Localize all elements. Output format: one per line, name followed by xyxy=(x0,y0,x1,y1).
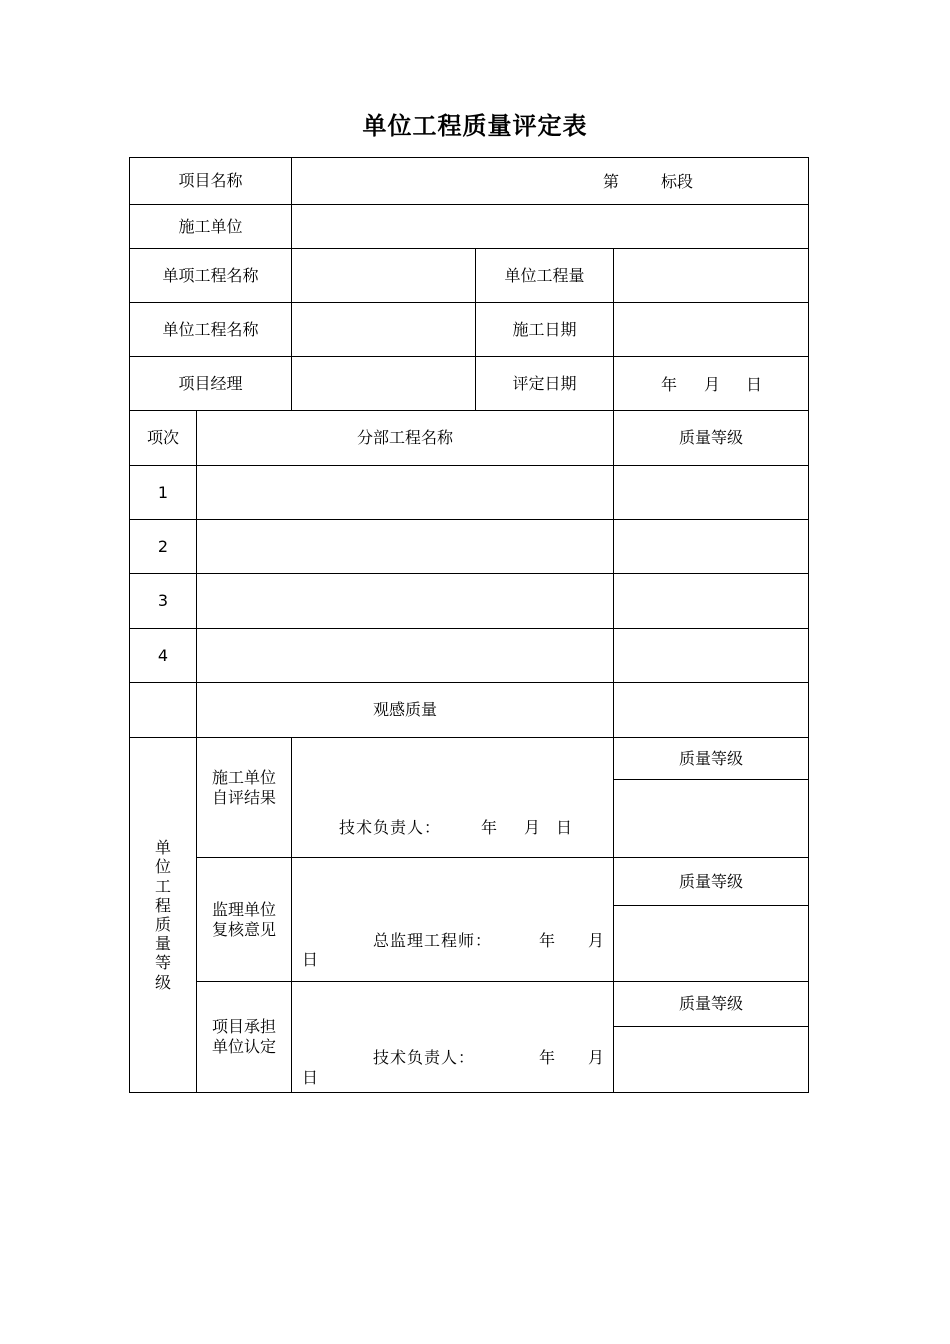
table-row-number xyxy=(129,573,197,629)
manager-label: 项目经理 xyxy=(178,373,243,393)
project-unit-grade-header xyxy=(613,981,809,1027)
supervisor-year: 年 xyxy=(539,931,556,950)
project-name-label-cell xyxy=(129,157,292,205)
unit-quantity-label-cell xyxy=(475,248,614,303)
appearance-grade-cell[interactable] xyxy=(613,682,809,738)
eval-date-month: 月 xyxy=(704,375,721,394)
self-eval-grade-value[interactable] xyxy=(613,779,809,858)
manager-value-cell[interactable] xyxy=(291,356,476,411)
project-unit-day: 日 xyxy=(302,1068,319,1087)
col-grade-label: 质量等级 xyxy=(678,428,743,447)
evaluation-date-value-cell[interactable] xyxy=(613,356,809,411)
self-eval-signer: 技术负责人： xyxy=(339,818,442,837)
col-grade-header xyxy=(613,410,809,466)
supervisor-label-cell xyxy=(196,857,292,982)
row-number: 4 xyxy=(157,645,169,665)
table-row-name[interactable] xyxy=(196,573,614,629)
project-unit-signer: 技术负责人： xyxy=(373,1048,476,1067)
table-row-number xyxy=(129,628,197,683)
eval-date-day: 日 xyxy=(746,375,763,394)
appearance-quality-label: 观感质量 xyxy=(372,700,437,719)
project-unit-content-cell[interactable] xyxy=(291,981,614,1093)
supervisor-grade-value[interactable] xyxy=(613,905,809,982)
sub-project-label-cell xyxy=(129,248,292,303)
unit-project-label-cell xyxy=(129,302,292,357)
table-row-grade[interactable] xyxy=(613,519,809,574)
col-item-header xyxy=(129,410,197,466)
table-row-grade[interactable] xyxy=(613,573,809,629)
eval-date-year: 年 xyxy=(661,375,678,394)
self-eval-grade-header xyxy=(613,737,809,780)
project-unit-year: 年 xyxy=(539,1048,556,1067)
supervisor-label-line2: 复核意见 xyxy=(211,919,276,939)
self-eval-year: 年 xyxy=(481,818,498,837)
section-di: 第 xyxy=(603,172,620,191)
self-eval-month: 月 xyxy=(524,818,541,837)
construction-date-label-cell xyxy=(475,302,614,357)
self-eval-content-cell[interactable] xyxy=(291,737,614,858)
row-number: 2 xyxy=(157,536,169,556)
unit-project-label: 单位工程名称 xyxy=(162,319,259,339)
supervisor-label-line1: 监理单位 xyxy=(211,899,276,919)
unit-project-value-cell[interactable] xyxy=(291,302,476,357)
project-unit-grade-value[interactable] xyxy=(613,1026,809,1093)
construction-date-label: 施工日期 xyxy=(512,319,577,339)
contractor-label: 施工单位 xyxy=(178,216,243,236)
supervisor-month: 月 xyxy=(588,931,605,950)
unit-quality-grade-side-label: 单位工程质量等级 xyxy=(155,838,172,992)
table-row-grade[interactable] xyxy=(613,465,809,520)
contractor-label-cell xyxy=(129,204,292,249)
project-unit-month: 月 xyxy=(588,1048,605,1067)
project-name-value-cell[interactable] xyxy=(291,157,809,205)
row-number: 1 xyxy=(157,482,169,502)
unit-quality-grade-side-cell xyxy=(129,737,197,1093)
unit-quantity-value-cell[interactable] xyxy=(613,248,809,303)
section-biaoduan: 标段 xyxy=(661,172,694,191)
table-row-number xyxy=(129,519,197,574)
table-row-name[interactable] xyxy=(196,519,614,574)
col-name-label: 分部工程名称 xyxy=(356,428,453,447)
table-row-grade[interactable] xyxy=(613,628,809,683)
manager-label-cell xyxy=(129,356,292,411)
supervisor-grade-header xyxy=(613,857,809,906)
unit-quantity-label: 单位工程量 xyxy=(504,265,585,285)
project-name-label: 项目名称 xyxy=(178,171,243,190)
project-unit-grade-label: 质量等级 xyxy=(678,994,743,1013)
self-eval-grade-label: 质量等级 xyxy=(678,748,743,768)
project-unit-label-line2: 单位认定 xyxy=(211,1037,276,1056)
evaluation-date-label: 评定日期 xyxy=(512,373,577,393)
col-item-label: 项次 xyxy=(146,428,179,447)
project-unit-label-line1: 项目承担 xyxy=(211,1017,276,1036)
contractor-value-cell[interactable] xyxy=(291,204,809,249)
project-unit-label-cell xyxy=(196,981,292,1093)
evaluation-date-label-cell xyxy=(475,356,614,411)
supervisor-grade-label: 质量等级 xyxy=(678,871,743,891)
page-title: 单位工程质量评定表 xyxy=(362,112,588,140)
self-eval-day: 日 xyxy=(556,818,573,837)
supervisor-day: 日 xyxy=(302,950,319,969)
row-number: 3 xyxy=(157,591,169,610)
self-eval-label-cell xyxy=(196,737,292,858)
sub-project-label: 单项工程名称 xyxy=(162,265,259,285)
table-row-name[interactable] xyxy=(196,628,614,683)
appearance-blank-cell xyxy=(129,682,197,738)
supervisor-signer: 总监理工程师： xyxy=(373,931,493,950)
table-row-number xyxy=(129,465,197,520)
table-row-name[interactable] xyxy=(196,465,614,520)
self-eval-label-line2: 自评结果 xyxy=(211,787,276,807)
col-name-header xyxy=(196,410,614,466)
appearance-label-cell xyxy=(196,682,614,738)
construction-date-value-cell[interactable] xyxy=(613,302,809,357)
self-eval-label-line1: 施工单位 xyxy=(211,767,276,787)
sub-project-value-cell[interactable] xyxy=(291,248,476,303)
supervisor-content-cell[interactable] xyxy=(291,857,614,982)
